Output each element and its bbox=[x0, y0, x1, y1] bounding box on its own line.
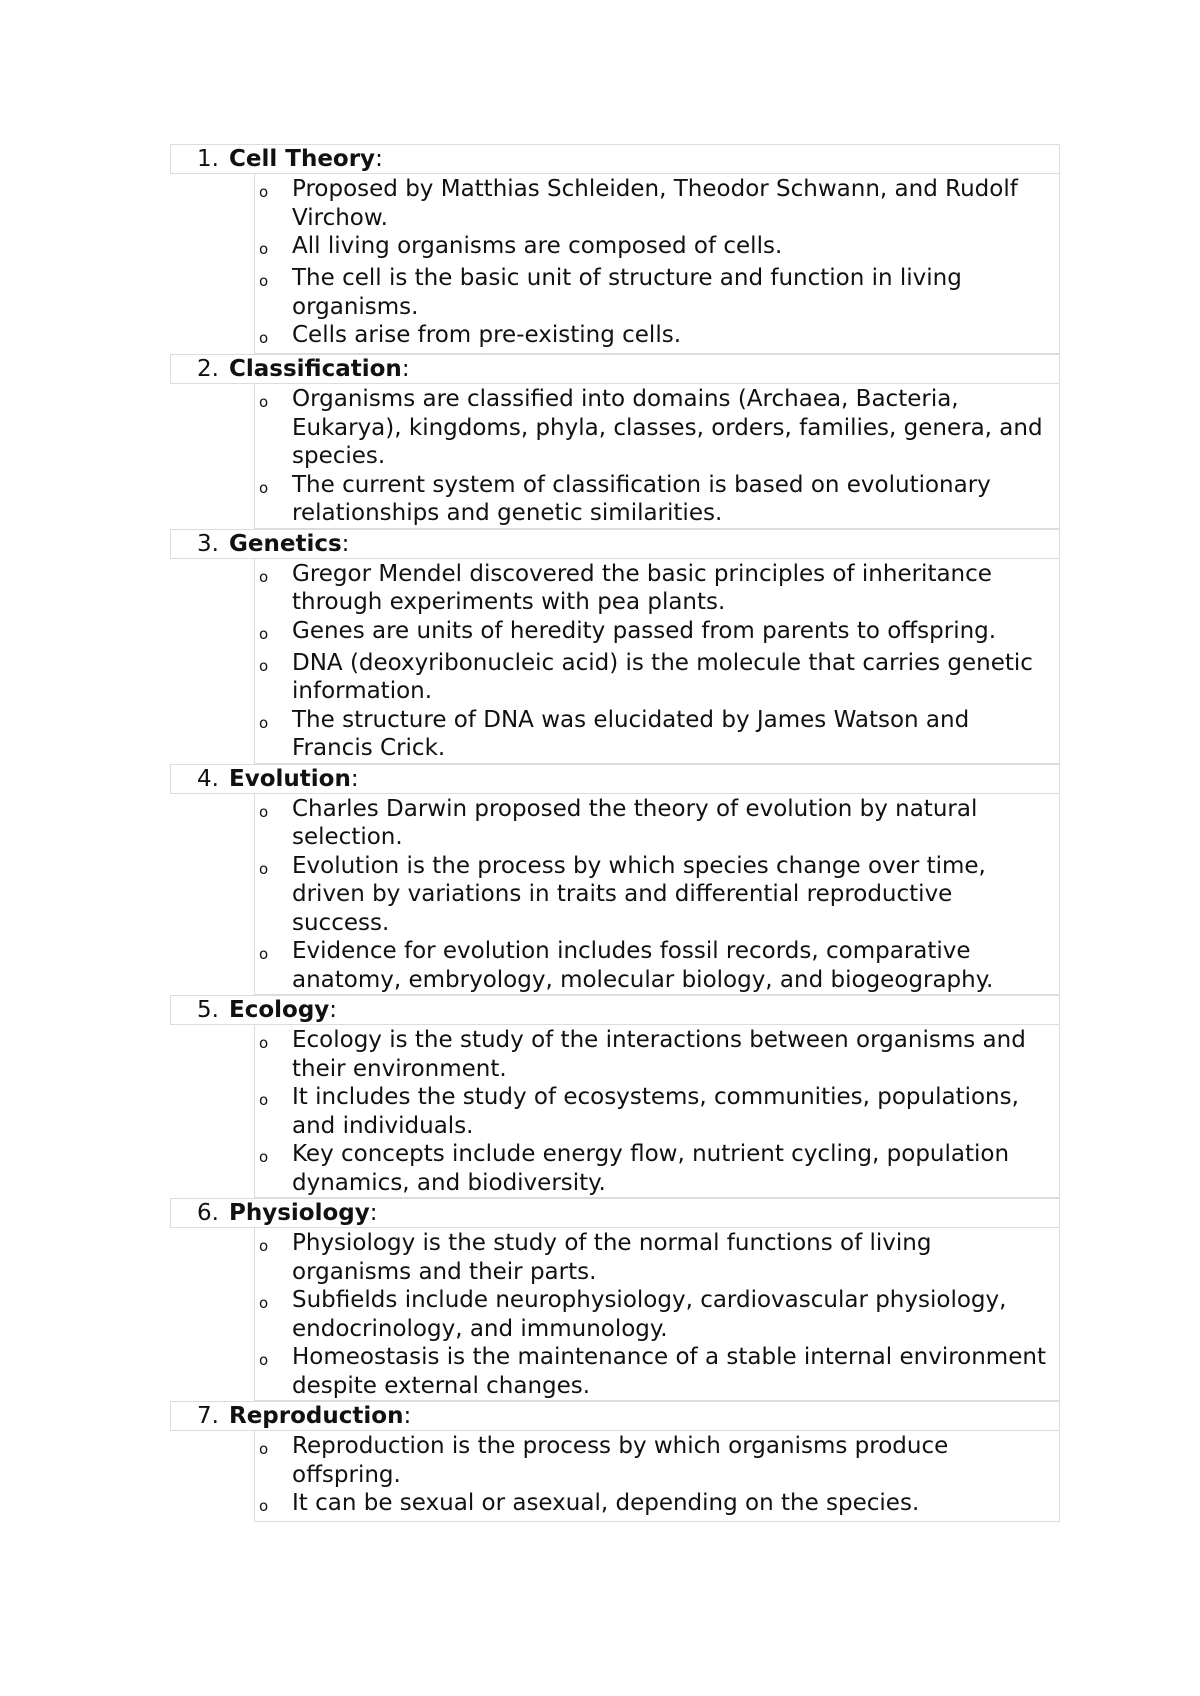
section-number: 3. bbox=[197, 530, 219, 557]
section-number: 7. bbox=[197, 1403, 219, 1429]
list-item bbox=[255, 232, 1059, 264]
bullet-text: Genes are units of heredity passed from parents to offspring. bbox=[292, 617, 997, 644]
list-item bbox=[255, 1343, 1059, 1400]
list-item bbox=[255, 1140, 1059, 1197]
section-title: Physiology bbox=[229, 1200, 370, 1226]
list-item bbox=[255, 617, 1059, 649]
section-colon: : bbox=[329, 997, 338, 1023]
section-physiology bbox=[170, 1198, 1060, 1401]
bullet-icon: o bbox=[259, 859, 269, 878]
bullet-list bbox=[254, 1228, 1060, 1401]
bullet-icon: o bbox=[259, 1148, 269, 1166]
bullet-text: Homeostasis is the maintenance of a stable internal environment despite external changes. bbox=[292, 1344, 1046, 1399]
list-item bbox=[255, 471, 1059, 528]
bullet-icon: o bbox=[259, 240, 269, 258]
bullet-icon: o bbox=[259, 624, 269, 643]
bullet-icon: o bbox=[259, 478, 269, 497]
section-genetics bbox=[170, 529, 1060, 764]
section-number: 4. bbox=[197, 765, 219, 792]
bullet-icon: o bbox=[259, 802, 269, 821]
list-item bbox=[255, 560, 1059, 617]
section-colon: : bbox=[350, 765, 359, 792]
document-body bbox=[170, 144, 1060, 1522]
section-reproduction bbox=[170, 1401, 1060, 1522]
bullet-icon: o bbox=[259, 1351, 269, 1369]
list-item bbox=[255, 175, 1059, 232]
bullet-list bbox=[254, 559, 1060, 764]
bullet-text: Ecology is the study of the interactions between organisms and their environment. bbox=[292, 1027, 1026, 1082]
list-item bbox=[255, 385, 1059, 471]
bullet-list bbox=[254, 174, 1060, 354]
bullet-text: Proposed by Matthias Schleiden, Theodor Schwann, and Rudolf Virchow. bbox=[292, 176, 1018, 231]
section-number: 5. bbox=[197, 997, 219, 1023]
section-classification bbox=[170, 354, 1060, 529]
section-cell-theory bbox=[170, 144, 1060, 354]
bullet-text: The cell is the basic unit of structure and function in living organisms. bbox=[292, 265, 962, 320]
section-title: Cell Theory bbox=[229, 146, 376, 172]
bullet-text: Reproduction is the process by which organisms produce offspring. bbox=[292, 1433, 949, 1488]
section-heading bbox=[170, 1401, 1060, 1431]
list-item bbox=[255, 1489, 1059, 1521]
bullet-text: Organisms are classified into domains (Archaea, Bacteria, Eukarya), kingdoms, phyla, classes, orders, families, genera, and species. bbox=[292, 386, 1043, 469]
section-colon: : bbox=[403, 1403, 412, 1429]
section-title: Genetics bbox=[229, 530, 342, 557]
section-heading bbox=[170, 529, 1060, 559]
bullet-text: Gregor Mendel discovered the basic principles of inheritance through experiments with pea plants. bbox=[292, 560, 992, 615]
section-heading bbox=[170, 144, 1060, 174]
section-colon: : bbox=[375, 146, 383, 172]
bullet-icon: o bbox=[259, 1034, 269, 1052]
bullet-icon: o bbox=[259, 945, 269, 963]
list-item bbox=[255, 852, 1059, 938]
bullet-text: Evidence for evolution includes fossil records, comparative anatomy, embryology, molecular biology, and biogeography. bbox=[292, 938, 994, 993]
bullet-list bbox=[254, 794, 1060, 996]
section-number: 1. bbox=[197, 146, 219, 172]
bullet-text: Physiology is the study of the normal functions of living organisms and their parts. bbox=[292, 1230, 932, 1285]
list-item bbox=[255, 937, 1059, 994]
bullet-icon: o bbox=[259, 1440, 269, 1458]
list-item bbox=[255, 321, 1059, 353]
list-item bbox=[255, 264, 1059, 321]
section-evolution bbox=[170, 764, 1060, 996]
bullet-list bbox=[254, 1025, 1060, 1198]
section-title: Evolution bbox=[229, 765, 351, 792]
bullet-text: All living organisms are composed of cells. bbox=[292, 233, 783, 259]
bullet-icon: o bbox=[259, 1091, 269, 1109]
bullet-text: Key concepts include energy flow, nutrient cycling, population dynamics, and biodiversity. bbox=[292, 1141, 1010, 1196]
bullet-list bbox=[254, 1431, 1060, 1522]
bullet-icon: o bbox=[259, 1294, 269, 1312]
bullet-icon: o bbox=[259, 183, 269, 201]
list-item bbox=[255, 649, 1059, 706]
bullet-icon: o bbox=[259, 567, 269, 586]
bullet-icon: o bbox=[259, 272, 269, 290]
list-item bbox=[255, 1229, 1059, 1286]
bullet-text: Charles Darwin proposed the theory of evolution by natural selection. bbox=[292, 795, 978, 850]
list-item bbox=[255, 1432, 1059, 1489]
list-item bbox=[255, 706, 1059, 763]
bullet-icon: o bbox=[259, 713, 269, 732]
section-title: Reproduction bbox=[229, 1403, 404, 1429]
section-colon: : bbox=[369, 1200, 378, 1226]
bullet-text: The current system of classification is based on evolutionary relationships and genetic similarities. bbox=[292, 471, 991, 526]
bullet-text: It can be sexual or asexual, depending on the species. bbox=[292, 1490, 920, 1516]
section-colon: : bbox=[341, 530, 350, 557]
bullet-text: Cells arise from pre-existing cells. bbox=[292, 322, 682, 348]
section-title: Classification bbox=[229, 356, 402, 382]
bullet-text: Evolution is the process by which species change over time, driven by variations in traits and differential reproductive success. bbox=[292, 852, 986, 936]
list-item bbox=[255, 1083, 1059, 1140]
section-number: 6. bbox=[197, 1200, 219, 1226]
list-item bbox=[255, 795, 1059, 852]
section-heading bbox=[170, 354, 1060, 384]
bullet-text: The structure of DNA was elucidated by James Watson and Francis Crick. bbox=[292, 706, 970, 761]
section-title: Ecology bbox=[229, 997, 330, 1023]
bullet-icon: o bbox=[259, 656, 269, 675]
bullet-text: DNA (deoxyribonucleic acid) is the molecule that carries genetic information. bbox=[292, 649, 1033, 704]
section-heading bbox=[170, 1198, 1060, 1228]
section-ecology bbox=[170, 995, 1060, 1198]
section-heading bbox=[170, 995, 1060, 1025]
bullet-icon: o bbox=[259, 329, 269, 347]
list-item bbox=[255, 1286, 1059, 1343]
section-number: 2. bbox=[197, 356, 219, 382]
bullet-text: Subfields include neurophysiology, cardiovascular physiology, endocrinology, and immunology. bbox=[292, 1287, 1007, 1342]
bullet-icon: o bbox=[259, 1237, 269, 1255]
list-item bbox=[255, 1026, 1059, 1083]
section-heading bbox=[170, 764, 1060, 794]
bullet-icon: o bbox=[259, 393, 269, 411]
bullet-text: It includes the study of ecosystems, communities, populations, and individuals. bbox=[292, 1084, 1019, 1139]
section-colon: : bbox=[401, 356, 410, 382]
bullet-list bbox=[254, 384, 1060, 529]
bullet-icon: o bbox=[259, 1497, 269, 1515]
